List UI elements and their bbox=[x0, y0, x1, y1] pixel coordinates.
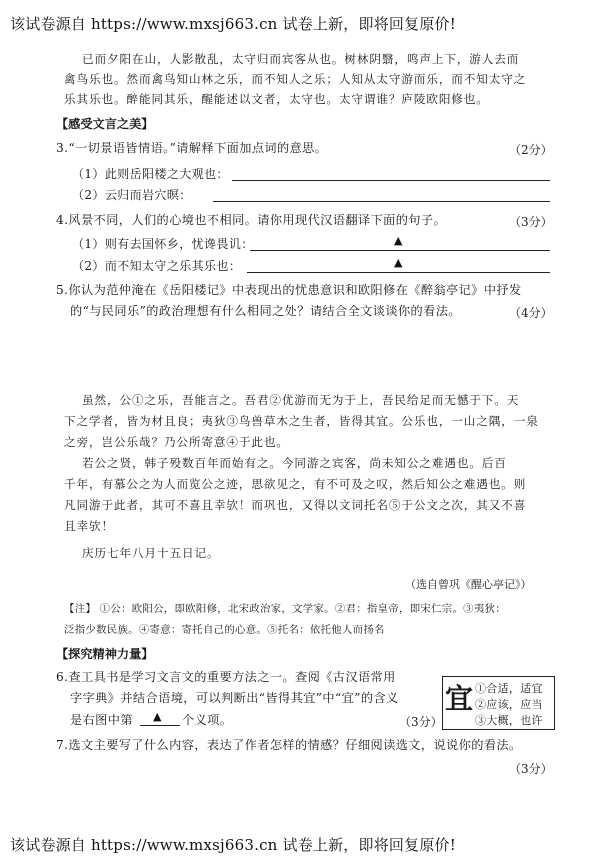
passage1-line-2: 禽鸟乐也。然而禽鸟知山林之乐，而不知人之乐；人知从太守游而乐，而不知太守之 bbox=[64, 72, 527, 86]
dictionary-headword: 宜 bbox=[445, 682, 474, 715]
question-5-line-2: 的“与民同乐”的政治理想有什么相同之处？请结合全文谈谈你的看法。 bbox=[70, 304, 461, 318]
question-3-item-1: （1）此则岳阳楼之大观也： bbox=[72, 167, 229, 181]
passage1-line-3: 乐其乐也。醉能同其乐，醒能述以文者，太守也。太守谓谁？庐陵欧阳修也。 bbox=[64, 92, 489, 106]
passage2-date: 庆历七年八月十五日记。 bbox=[82, 546, 220, 560]
answer-blank-6[interactable] bbox=[140, 725, 180, 726]
notes-line-1: 【注】 ①公：欧阳公，即欧阳修，北宋政治家，文学家。②君：指皇帝，即宋仁宗。③夷狄： bbox=[64, 603, 506, 615]
question-6-score: （3分） bbox=[399, 715, 443, 729]
question-7-score: （3分） bbox=[509, 762, 553, 776]
question-7-text: 7.选文主要写了什么内容，表达了作者怎样的情感？仔细阅读选文，说说你的看法。 bbox=[56, 738, 522, 752]
question-3-text: 3.“一切景语皆情语。”请解释下面加点词的意思。 bbox=[56, 141, 328, 155]
question-6-line-3-tail: 个义项。 bbox=[182, 713, 233, 727]
dictionary-sense-2: ②应该，应当 bbox=[475, 698, 543, 711]
passage2-line-5: 千年，有慕公之为人而览公之迹，思欲见之，有不可及之叹，然后知公之难遇也。则 bbox=[64, 477, 527, 491]
passage2-line-2: 下之学者，皆为材且良；夷狄③鸟兽草木之生者，皆得其宜。公乐也，一山之隅，一泉 bbox=[64, 414, 539, 428]
question-3-score: （2分） bbox=[509, 143, 553, 157]
passage2-line-4: 若公之贤，韩子殁数百年而始有之。今同游之宾客，尚未知公之难遇也。后百 bbox=[82, 456, 507, 470]
answer-marker-triangle: ▲ bbox=[394, 234, 403, 247]
question-6-line-3: 是右图中第 bbox=[70, 713, 133, 727]
question-5-score: （4分） bbox=[509, 306, 553, 320]
question-4-item-2: （2）而不知太守之乐其乐也： bbox=[72, 259, 242, 273]
answer-line-3-2[interactable] bbox=[213, 201, 550, 202]
answer-marker-triangle: ▲ bbox=[394, 256, 403, 269]
passage2-source: （选自曾巩《醒心亭记》） bbox=[405, 578, 532, 591]
answer-line-4-1[interactable] bbox=[250, 250, 550, 251]
question-5-line-1: 5.你认为范仲淹在《岳阳楼记》中表现出的忧患意识和欧阳修在《醉翁亭记》中抒发 bbox=[56, 283, 522, 297]
question-4-score: （3分） bbox=[509, 215, 553, 229]
question-4-item-1: （1）则有去国怀乡，忧谗畏讥： bbox=[72, 237, 254, 251]
answer-line-3-1[interactable] bbox=[232, 180, 550, 181]
answer-marker-triangle: ▲ bbox=[153, 710, 162, 723]
passage2-line-6: 凡同游于此者，其可不喜且幸欤！而巩也，又得以文词托名⑤于公文之次，其又不喜 bbox=[64, 498, 527, 512]
question-4-text: 4.风景不同，人们的心境也不相同。请你用现代汉语翻译下面的句子。 bbox=[56, 213, 447, 227]
passage2-line-7: 且幸欤！ bbox=[64, 519, 114, 533]
section-title-appreciate: 【感受文言之美】 bbox=[56, 117, 154, 131]
passage2-line-1: 虽然，公①之乐，吾能言之。吾君②优游而无为于上，吾民给足而无憾于下。天 bbox=[82, 393, 520, 407]
dictionary-sense-3: ③大概，也许 bbox=[475, 714, 543, 727]
answer-line-4-2[interactable] bbox=[247, 272, 550, 273]
watermark-top: 该试卷源自 https://www.mxsj663.cn 试卷上新，即将回复原价! bbox=[10, 15, 456, 33]
watermark-bottom: 该试卷源自 https://www.mxsj663.cn 试卷上新，即将回复原价! bbox=[10, 836, 456, 854]
dictionary-entry-box bbox=[442, 676, 555, 730]
section-title-explore: 【探究精神力量】 bbox=[56, 647, 154, 661]
question-6-line-2: 字字典》并结合语境，可以判断出“皆得其宜”中“宜”的含义 bbox=[70, 691, 399, 705]
question-3-item-2: （2）云归而岩穴暝： bbox=[72, 188, 192, 202]
dictionary-sense-1: ①合适，适宜 bbox=[475, 682, 543, 695]
passage1-line-1: 已而夕阳在山，人影散乱，太守归而宾客从也。树林阴翳，鸣声上下，游人去而 bbox=[82, 52, 520, 66]
passage2-line-3: 之旁，岂公乐哉？乃公所寄意④于此也。 bbox=[64, 435, 289, 449]
notes-line-2: 泛指少数民族。④寄意：寄托自己的心意。⑤托名：依托他人而扬名 bbox=[64, 624, 385, 636]
question-6-line-1: 6.查工具书是学习文言文的重要方法之一。查阅《古汉语常用 bbox=[56, 670, 396, 684]
